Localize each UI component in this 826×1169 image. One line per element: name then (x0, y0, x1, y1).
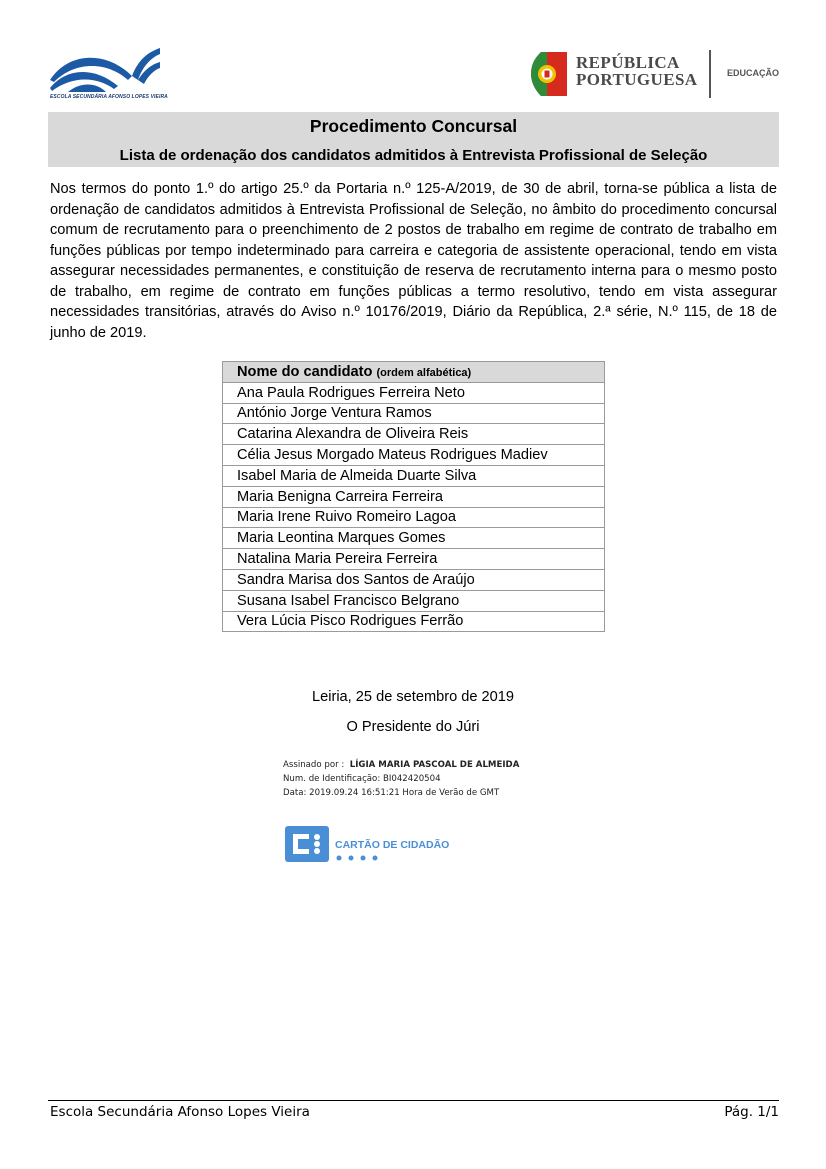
table-header-cell (223, 362, 605, 383)
table-header-note: (ordem alfabética) (376, 366, 472, 379)
place-date: Leiria, 25 de setembro de 2019 (311, 689, 515, 705)
cartao-cidadao-label: CARTÃO DE CIDADÃO (335, 839, 450, 851)
candidate-name: Isabel Maria de Almeida Duarte Silva (223, 465, 605, 486)
candidates-table (222, 361, 605, 632)
school-logo-caption: ESCOLA SECUNDÁRIA AFONSO LOPES VIEIRA (50, 94, 168, 100)
candidate-name: Maria Irene Ruivo Romeiro Lagoa (223, 507, 605, 528)
signed-by-label: Assinado por : (283, 760, 345, 770)
republica-portuguesa-logo (531, 48, 781, 100)
candidate-name: Vera Lúcia Pisco Rodrigues Ferrão (223, 611, 605, 632)
candidate-name: António Jorge Ventura Ramos (223, 403, 605, 424)
table-row (223, 424, 605, 445)
school-logo (48, 46, 168, 104)
table-row (223, 465, 605, 486)
cartao-cidadao-logo (285, 826, 455, 864)
table-row (223, 403, 605, 424)
signature-date: Data: 2019.09.24 16:51:21 Hora de Verão de GMT (283, 788, 500, 798)
candidate-name: Maria Leontina Marques Gomes (223, 528, 605, 549)
footer-rule (48, 1100, 779, 1101)
table-row (223, 382, 605, 403)
document-subtitle: Lista de ordenação dos candidatos admitidos à Entrevista Profissional de Seleção (119, 147, 708, 164)
table-row (223, 528, 605, 549)
intro-paragraph: Nos termos do ponto 1.º do artigo 25.º da Portaria n.º 125-A/2019, de 30 de abril, torna-se pública a lista de ordenação de candidatos admitidos à Entrevista Profissional de Seleção, no âmbito do procedimento concursal comum de recrutamento para o preenchimento de 2 postos de trabalho em regime de contrato de trabalho em funções públicas por tempo indeterminado para carreira e categoria de assistente operacional, tendo em vista assegurar necessidades permanentes, e constituição de reserva de recrutamento interna para o mesmo posto de trabalho, em regime de contrato em funções públicas a termo resolutivo, tendo em vista assegurar necessidades transitórias, através do Aviso n.º 10176/2019, Diário da República, 2.ª série, N.º 115, de 18 de junho de 2019. (50, 181, 777, 341)
signed-by-row (283, 758, 523, 772)
table-row (223, 569, 605, 590)
republica-portuguesa-wordmark (576, 54, 697, 88)
table-header-row (223, 362, 605, 383)
title-band (48, 112, 779, 167)
table-header-label: Nome do candidato (237, 363, 373, 380)
candidate-name: Maria Benigna Carreira Ferreira (223, 486, 605, 507)
republic-line-2: PORTUGUESA (576, 70, 698, 89)
table-row (223, 486, 605, 507)
signer-name: LÍGIA MARIA PASCOAL DE ALMEIDA (349, 760, 520, 770)
jury-president: O Presidente do Júri (346, 719, 480, 735)
digital-signature (283, 758, 523, 800)
candidate-name: Susana Isabel Francisco Belgrano (223, 590, 605, 611)
republic-line-1: REPÚBLICA (576, 53, 680, 72)
cartao-cidadao-dots-icon (335, 854, 385, 862)
portuguese-flag-emblem-icon (531, 50, 567, 98)
ministry-label: EDUCAÇÃO (727, 68, 780, 78)
candidate-name: Sandra Marisa dos Santos de Araújo (223, 569, 605, 590)
table-row (223, 507, 605, 528)
footer-school: Escola Secundária Afonso Lopes Vieira (50, 1104, 310, 1120)
candidate-name: Ana Paula Rodrigues Ferreira Neto (223, 382, 605, 403)
document-title: Procedimento Concursal (309, 116, 518, 136)
header-divider (709, 50, 711, 98)
table-row (223, 445, 605, 466)
cartao-cidadao-mark-icon (285, 826, 329, 862)
table-row (223, 549, 605, 570)
table-row (223, 590, 605, 611)
candidate-name: Catarina Alexandra de Oliveira Reis (223, 424, 605, 445)
table-row (223, 611, 605, 632)
candidate-name: Célia Jesus Morgado Mateus Rodrigues Madiev (223, 445, 605, 466)
footer-page-number: Pág. 1/1 (724, 1104, 779, 1120)
signature-id: Num. de Identificação: BI042420504 (283, 774, 441, 784)
candidate-name: Natalina Maria Pereira Ferreira (223, 549, 605, 570)
school-wave-logo-icon (48, 46, 162, 94)
